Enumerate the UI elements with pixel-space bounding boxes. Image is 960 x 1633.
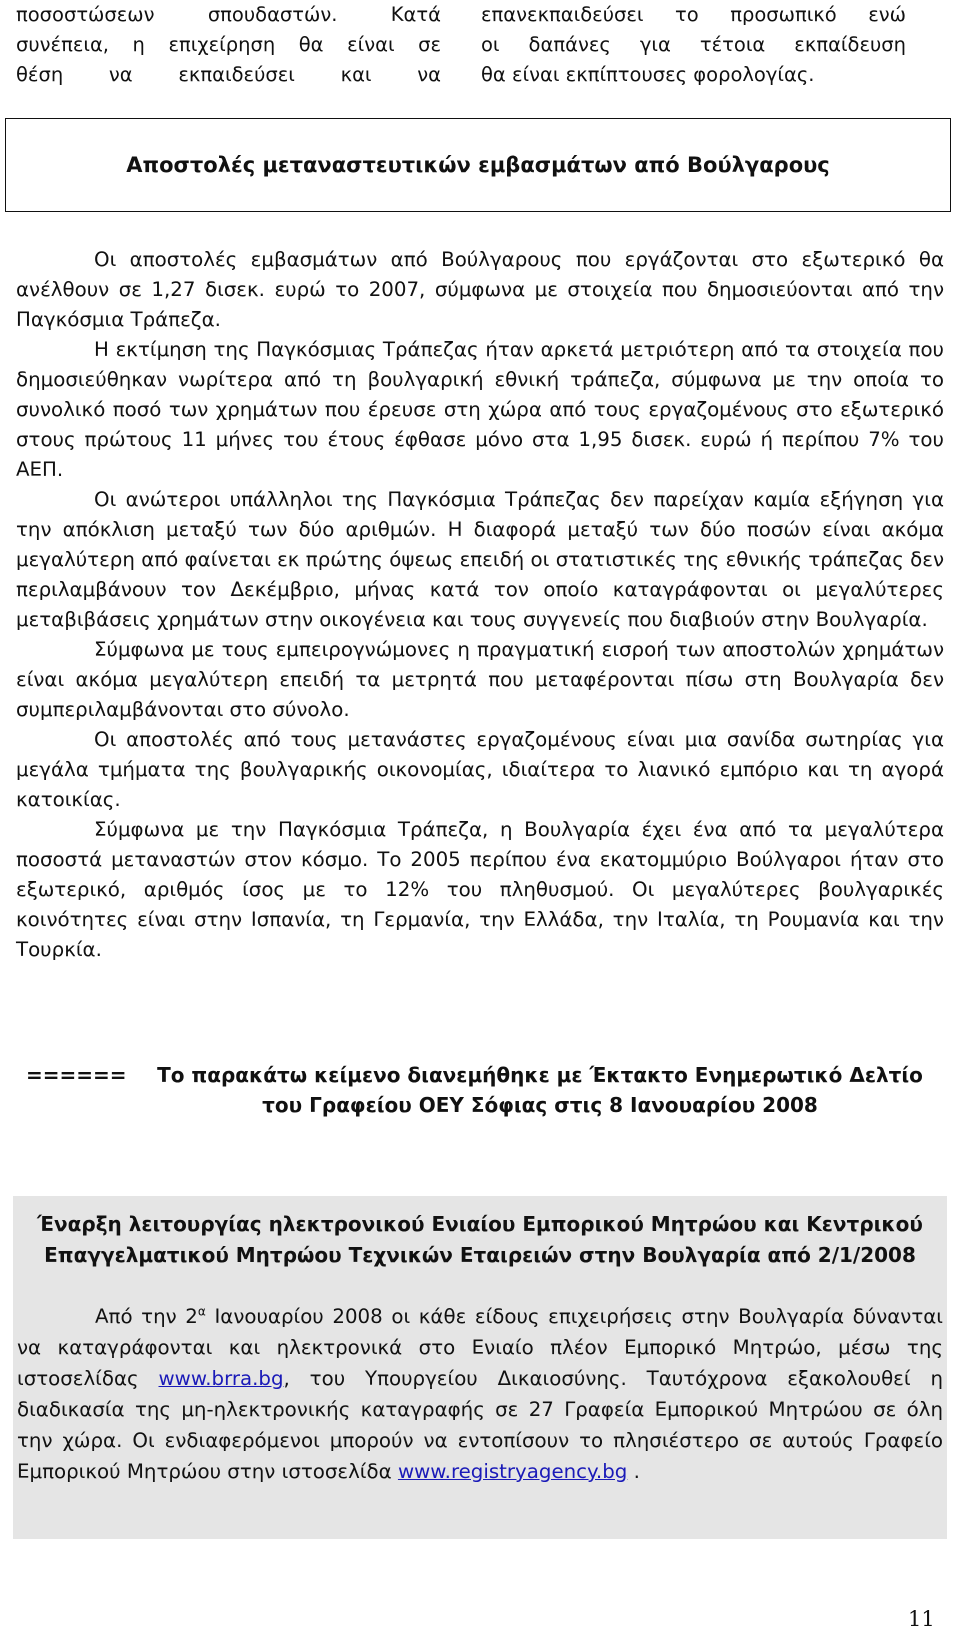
section-title: Αποστολές μεταναστευτικών εμβασμάτων από Βούλγαρους bbox=[5, 118, 951, 212]
left-column-line: ποσοστώσεων σπουδαστών. Κατά bbox=[16, 3, 441, 26]
info-box bbox=[13, 1196, 947, 1539]
registry-agency-link[interactable]: www.registryagency.bg bbox=[397, 1460, 628, 1483]
info-box-title-line-1: Έναρξη λειτουργίας ηλεκτρονικού Ενιαίου Εμπορικού Μητρώου και Κεντρικού bbox=[37, 1212, 923, 1236]
paragraph: Οι αποστολές εμβασμάτων από Βούλγαρους που εργάζονται στο εξωτερικό θα ανέλθουν σε 1,27 δισεκ. ευρώ το 2007, σύμφωνα με στοιχεία που δημοσιεύονται από την Παγκόσμια Τράπεζα. bbox=[16, 248, 944, 331]
article-body bbox=[16, 245, 944, 965]
notice-line-2: του Γραφείου ΟΕΥ Σόφιας στις 8 Ιανουαρίου 2008 bbox=[262, 1093, 818, 1117]
separator: ====== bbox=[26, 1063, 127, 1087]
brra-link[interactable]: www.brra.bg bbox=[158, 1367, 284, 1390]
distribution-notice bbox=[20, 1060, 940, 1120]
paragraph: Σύμφωνα με την Παγκόσμια Τράπεζα, η Βουλγαρία έχει ένα από τα μεγαλύτερα ποσοστά μεταναστών στον κόσμο. Το 2005 περίπου ένα εκατομμύριο Βούλγαροι ήταν στο εξωτερικό, αριθμός ίσος με το 12% του πληθυσμού. Οι μεγαλύτερες βουλγαρικές κοινότητες είναι στην Ισπανία, τη Γερμανία, την Ελλάδα, την Ιταλία, τη Ρουμανία και την Τουρκία. bbox=[16, 818, 944, 961]
info-box-title bbox=[13, 1209, 947, 1271]
page-number: 11 bbox=[908, 1607, 935, 1631]
info-box-paragraph bbox=[17, 1301, 943, 1487]
text-part-2: , του Υπουργείου Δικαιοσύνης. Ταυτόχρονα εξακολουθεί η διαδικασία της μη-ηλεκτρονικής καταγραφής σε 27 Γραφεία Εμπορικού Μητρώου σε όλη την χώρα. Οι ενδιαφερόμενοι μπορούν να εντοπίσουν το πλησιέστερο σε αυτούς Γραφείο Εμπορικού Μητρώου στην ιστοσελίδα bbox=[17, 1367, 943, 1483]
notice-line-1: Το παρακάτω κείμενο διανεμήθηκε με Έκτακτο Ενημερωτικό Δελτίο bbox=[157, 1063, 923, 1087]
info-box-title-line-2: Επαγγελματικού Μητρώου Τεχνικών Εταιρειών στην Βουλγαρία από 2/1/2008 bbox=[44, 1243, 916, 1267]
left-column-line: θέση να εκπαιδεύσει και να bbox=[16, 63, 441, 86]
ordinal-superscript: α bbox=[197, 1304, 206, 1319]
right-column bbox=[481, 0, 906, 90]
info-box-body bbox=[17, 1301, 943, 1487]
paragraph: Οι ανώτεροι υπάλληλοι της Παγκόσμια Τράπεζας δεν παρείχαν καμία εξήγηση για την απόκλιση μεταξύ των δύο αριθμών. Η διαφορά μεταξύ των δύο ποσών είναι ακόμα μεγαλύτερη από φαίνεται εκ πρώτης όψεως επειδή οι στατιστικές της εθνικής τράπεζας δεν περιλαμβάνουν τον Δεκέμβριο, μήνας κατά τον οποίο καταγράφονται οι μεγαλύτερες μεταβιβάσεις χρημάτων στην οικογένεια και τους συγγενείς που διαβιούν στην Βουλγαρία. bbox=[16, 488, 944, 631]
top-columns bbox=[16, 0, 906, 90]
right-column-line: επανεκπαιδεύσει το προσωπικό ενώ bbox=[481, 3, 906, 26]
text-start: Από την 2 bbox=[95, 1305, 198, 1328]
left-column bbox=[16, 0, 441, 90]
right-column-line: θα είναι εκπίπτουσες φορολογίας. bbox=[481, 63, 815, 86]
left-column-line: συνέπεια, η επιχείρηση θα είναι σε bbox=[16, 33, 441, 56]
paragraph: Οι αποστολές από τους μετανάστες εργαζομένους είναι μια σανίδα σωτηρίας για μεγάλα τμήματα της βουλγαρικής οικονομίας, ιδιαίτερα το λιανικό εμπόριο και τη αγορά κατοικίας. bbox=[16, 728, 944, 811]
paragraph: Σύμφωνα με τους εμπειρογνώμονες η πραγματική εισροή των αποστολών χρημάτων είναι ακόμα μεγαλύτερη επειδή τα μετρητά που μεταφέρονται πίσω στη Βουλγαρία δεν συμπεριλαμβάνονται στο σύνολο. bbox=[16, 638, 944, 721]
text-end: . bbox=[627, 1460, 640, 1483]
text-part-1: Ιανουαρίου 2008 οι κάθε είδους επιχειρήσεις στην Βουλγαρία δύνανται να καταγράφονται και ηλεκτρονικά στο Ενιαίο πλέον Εμπορικό Μητρώο, μέσω της ιστοσελίδας bbox=[17, 1305, 944, 1390]
paragraph: Η εκτίμηση της Παγκόσμιας Τράπεζας ήταν αρκετά μετριότερη από τα στοιχεία που δημοσιεύθηκαν νωρίτερα από τη βουλγαρική εθνική τράπεζα, σύμφωνα με την οποία το συνολικό ποσό των χρημάτων που έρευσε στη χώρα από τους εργαζομένους στο εξωτερικό στους πρώτους 11 μήνες του έτους έφθασε μόνο στα 1,95 δισεκ. ευρώ ή περίπου 7% του ΑΕΠ. bbox=[16, 338, 944, 481]
right-column-line: οι δαπάνες για τέτοια εκπαίδευση bbox=[481, 33, 906, 56]
